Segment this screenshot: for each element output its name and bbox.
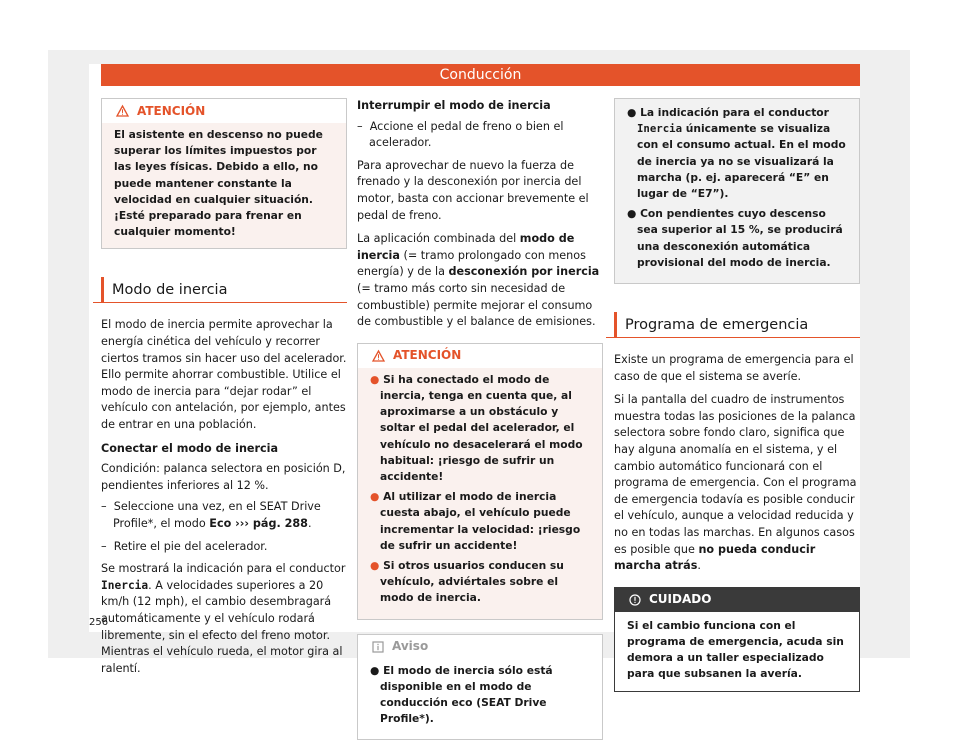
aviso-text — [358, 659, 602, 740]
warning-triangle-icon — [116, 103, 129, 120]
warning-header-2 — [358, 344, 602, 368]
list-item: ● Con pendientes cuyo descenso sea superior al 15 %, se producirá una desconexión automática provisional del modo de inercia. — [627, 207, 843, 269]
aviso-header — [358, 635, 602, 659]
section-title-modo-inercia: Modo de inercia — [101, 277, 347, 303]
caution-text: Si el cambio funciona con el programa de emergencia, acuda sin demora a un taller especializado para que subsanen la avería. — [615, 612, 859, 691]
list-item: ● El modo de inercia sólo está disponible en el modo de conducción eco (SEAT Drive Profile*). — [370, 663, 553, 726]
warning-label-2: ATENCIÓN — [393, 348, 462, 363]
warning-box-2 — [357, 343, 603, 620]
warning-box — [101, 98, 347, 249]
caution-header — [615, 588, 859, 612]
eco-mode-label: Eco — [209, 516, 232, 530]
page-number: 256 — [89, 617, 109, 628]
reuse-paragraph: Para aprovechar de nuevo la fuerza de frenado y la desconexión por inercia del motor, basta con accionar brevemente el pedal de freno. — [357, 158, 589, 222]
chapter-header: Conducción — [101, 64, 860, 86]
info-icon — [372, 638, 384, 655]
combo-paragraph: La aplicación combinada del modo de inercia (= tramo prolongado con menos energía) y de la desconexión por inercia (= tramo más corto sin necesidad de combustible) permite mejorar el consumo de combustible y el balance de emisiones. — [357, 232, 600, 329]
inercia-indicator: Inercia — [637, 122, 683, 136]
section-title-programa-emergencia: Programa de emergencia — [614, 312, 860, 338]
step-press-pedal: – Accione el pedal de freno o bien el acelerador. — [357, 119, 564, 150]
aviso-box — [357, 634, 603, 740]
list-item: ● La indicación para el conductor Inercia únicamente se visualiza con el consumo actual. En el modo de inercia ya no se visualizará la marcha (p. ej. aparecerá “E” en lugar de “E7”). — [627, 106, 846, 201]
column-3 — [614, 98, 860, 692]
emergency-intro: Existe un programa de emergencia para el caso de que el sistema se averíe. — [614, 353, 854, 383]
warning-label: ATENCIÓN — [137, 103, 206, 118]
step-select-eco: – Seleccione una vez, en el SEAT Drive Profile*, el modo Eco ››› pág. 288. — [101, 500, 321, 530]
list-item: ● Al utilizar el modo de inercia cuesta abajo, el vehículo puede incrementar la velocidad: ¡riesgo de sufrir un accidente! — [370, 490, 581, 552]
column-1 — [101, 98, 347, 684]
intro-paragraph: El modo de inercia permite aprovechar la energía cinética del vehículo y recorrer ciertos tramos sin hacer uso del acelerador. Ello permite ahorrar combustible. Utilice el modo de inercia para “dejar rodar” el vehículo con antelación, por ejemplo, antes de entrar en una población. — [101, 318, 347, 431]
caution-box — [614, 587, 860, 692]
page-reference-link[interactable]: ››› pág. 288 — [231, 516, 308, 530]
column-2 — [357, 98, 603, 740]
warning-text: El asistente en descenso no puede superar los límites impuestos por las leyes físicas. Debido a ello, no puede mantener constante la velocidad en cualquier situación. ¡Esté preparado para frenar en cualquier momento! — [102, 123, 346, 248]
note-list — [615, 99, 859, 283]
shown-paragraph: Se mostrará la indicación para el conductor Inercia. A velocidades superiores a 20 km/h (12 mph), el cambio desembragará automáticamente y el vehículo rodará libremente, sin el efecto del freno motor. Mientras el vehículo rueda, el motor gira al ralentí. — [101, 562, 346, 675]
caution-circle-icon — [629, 591, 641, 608]
emergency-paragraph: Si la pantalla del cuadro de instrumentos muestra todas las posiciones de la palanca selectora sobre fondo claro, significa que hay alguna anomalía en el sistema, y el cambio automático funcionará con el programa de emergencia. Con el programa de emergencia todavía es posible conducir el vehículo, aunque a velocidad reducida y no en todas las marchas. En algunos casos es posible que no pueda conducir marcha atrás. — [614, 393, 857, 573]
note-box — [614, 98, 860, 284]
connect-title: Conectar el modo de inercia — [101, 441, 279, 455]
list-item: ● Si ha conectado el modo de inercia, tenga en cuenta que, al aproximarse a un obstáculo y soltar el pedal del acelerador, el vehículo no desacelerará el modo habitual: ¡riesgo de sufrir un accidente! — [370, 372, 583, 483]
step-release-pedal: – Retire el pie del acelerador. — [101, 539, 268, 553]
condition-paragraph: Condición: palanca selectora en posición D, pendientes inferiores al 12 %. — [101, 462, 346, 492]
inercia-indicator: Inercia — [101, 578, 149, 592]
warning-header — [102, 99, 346, 123]
warning-triangle-icon — [372, 347, 385, 364]
list-item: ● Si otros usuarios conducen su vehículo, adviértales sobre el modo de inercia. — [370, 558, 564, 605]
interrupt-title: Interrumpir el modo de inercia — [357, 99, 551, 112]
warning-list — [358, 368, 602, 619]
caution-label: CUIDADO — [649, 592, 712, 607]
aviso-label: Aviso — [392, 639, 429, 654]
